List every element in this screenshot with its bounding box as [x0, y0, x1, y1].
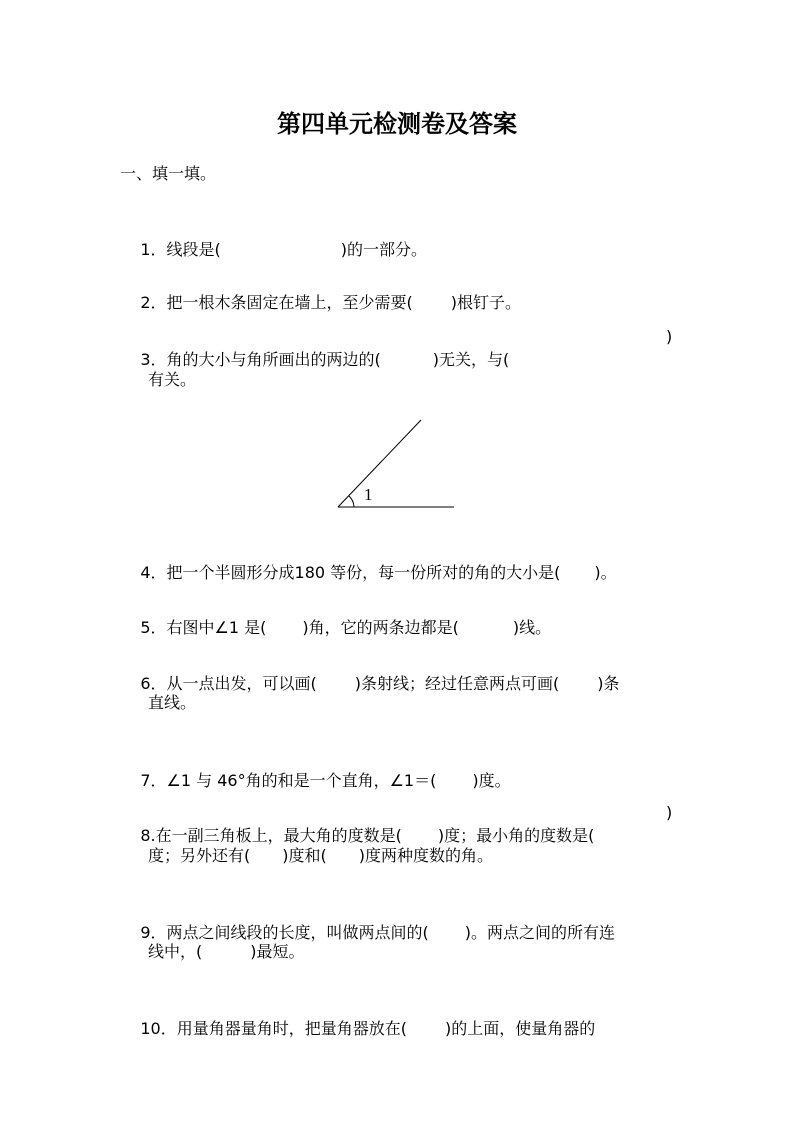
question-number: 6．	[140, 674, 167, 693]
question-number: 2．	[140, 293, 167, 312]
angle-arc	[349, 496, 354, 507]
question-number: 8.	[140, 826, 156, 845]
question-text: )根钉子。	[450, 293, 522, 312]
question-8-continuation: 度；另外还有( )度和( )度两种度数的角。	[148, 846, 493, 865]
question-text: )条	[597, 674, 620, 693]
question-text: )	[666, 803, 673, 822]
question-text: 在一副三角板上，最大角的度数是(	[155, 826, 402, 845]
question-3-continuation: 有关。	[148, 370, 197, 389]
section-heading: 一、填一填。	[120, 164, 217, 183]
question-text: )的上面，使量角器的	[444, 1019, 596, 1038]
question-text: 用量角器量角时，把量角器放在(	[176, 1019, 407, 1038]
page-title: 第四单元检测卷及答案	[277, 110, 517, 138]
question-number: 4．	[140, 563, 167, 582]
question-text: 右图中∠1 是(	[166, 618, 267, 637]
angle-side-slanted	[338, 420, 421, 507]
question-text: )度；最小角的度数是(	[437, 826, 595, 845]
question-text: )的一部分。	[340, 240, 428, 259]
question-text: )条射线；经过任意两点可画(	[354, 674, 560, 693]
question-text: 两点之间线段的长度，叫做两点间的(	[166, 923, 429, 942]
angle-figure	[330, 410, 470, 515]
question-text: 线段是(	[166, 240, 221, 259]
question-text: )度。	[472, 771, 511, 790]
question-number: 5．	[140, 618, 167, 637]
question-text: )无关，与(	[432, 350, 510, 369]
question-number: 9．	[140, 923, 167, 942]
question-text: )。两点之间的所有连	[464, 923, 616, 942]
question-text: )角，它的两条边都是(	[302, 618, 459, 637]
question-text: )。	[594, 563, 617, 582]
answer-blank[interactable]	[640, 803, 664, 825]
question-number: 3．	[140, 350, 167, 369]
question-text: ∠1 与 46°角的和是一个直角，∠1＝(	[166, 771, 437, 790]
question-text: 从一点出发，可以画(	[166, 674, 317, 693]
question-text: 角的大小与角所画出的两边的(	[166, 350, 381, 369]
question-text: )线。	[512, 618, 552, 637]
question-text: )	[666, 327, 673, 346]
answer-blank[interactable]	[540, 327, 660, 349]
question-number: 10．	[140, 1019, 177, 1038]
question-text: 把一根木条固定在墙上，至少需要(	[166, 293, 413, 312]
question-text: 把一个半圆形分成180 等份，每一份所对的角的大小是(	[166, 563, 561, 582]
question-6-continuation: 直线。	[148, 693, 197, 712]
question-number: 7．	[140, 771, 167, 790]
angle-label: 1	[364, 485, 373, 504]
question-9-continuation: 线中，( )最短。	[148, 942, 305, 961]
question-10	[120, 996, 595, 1062]
question-number: 1．	[140, 240, 167, 259]
